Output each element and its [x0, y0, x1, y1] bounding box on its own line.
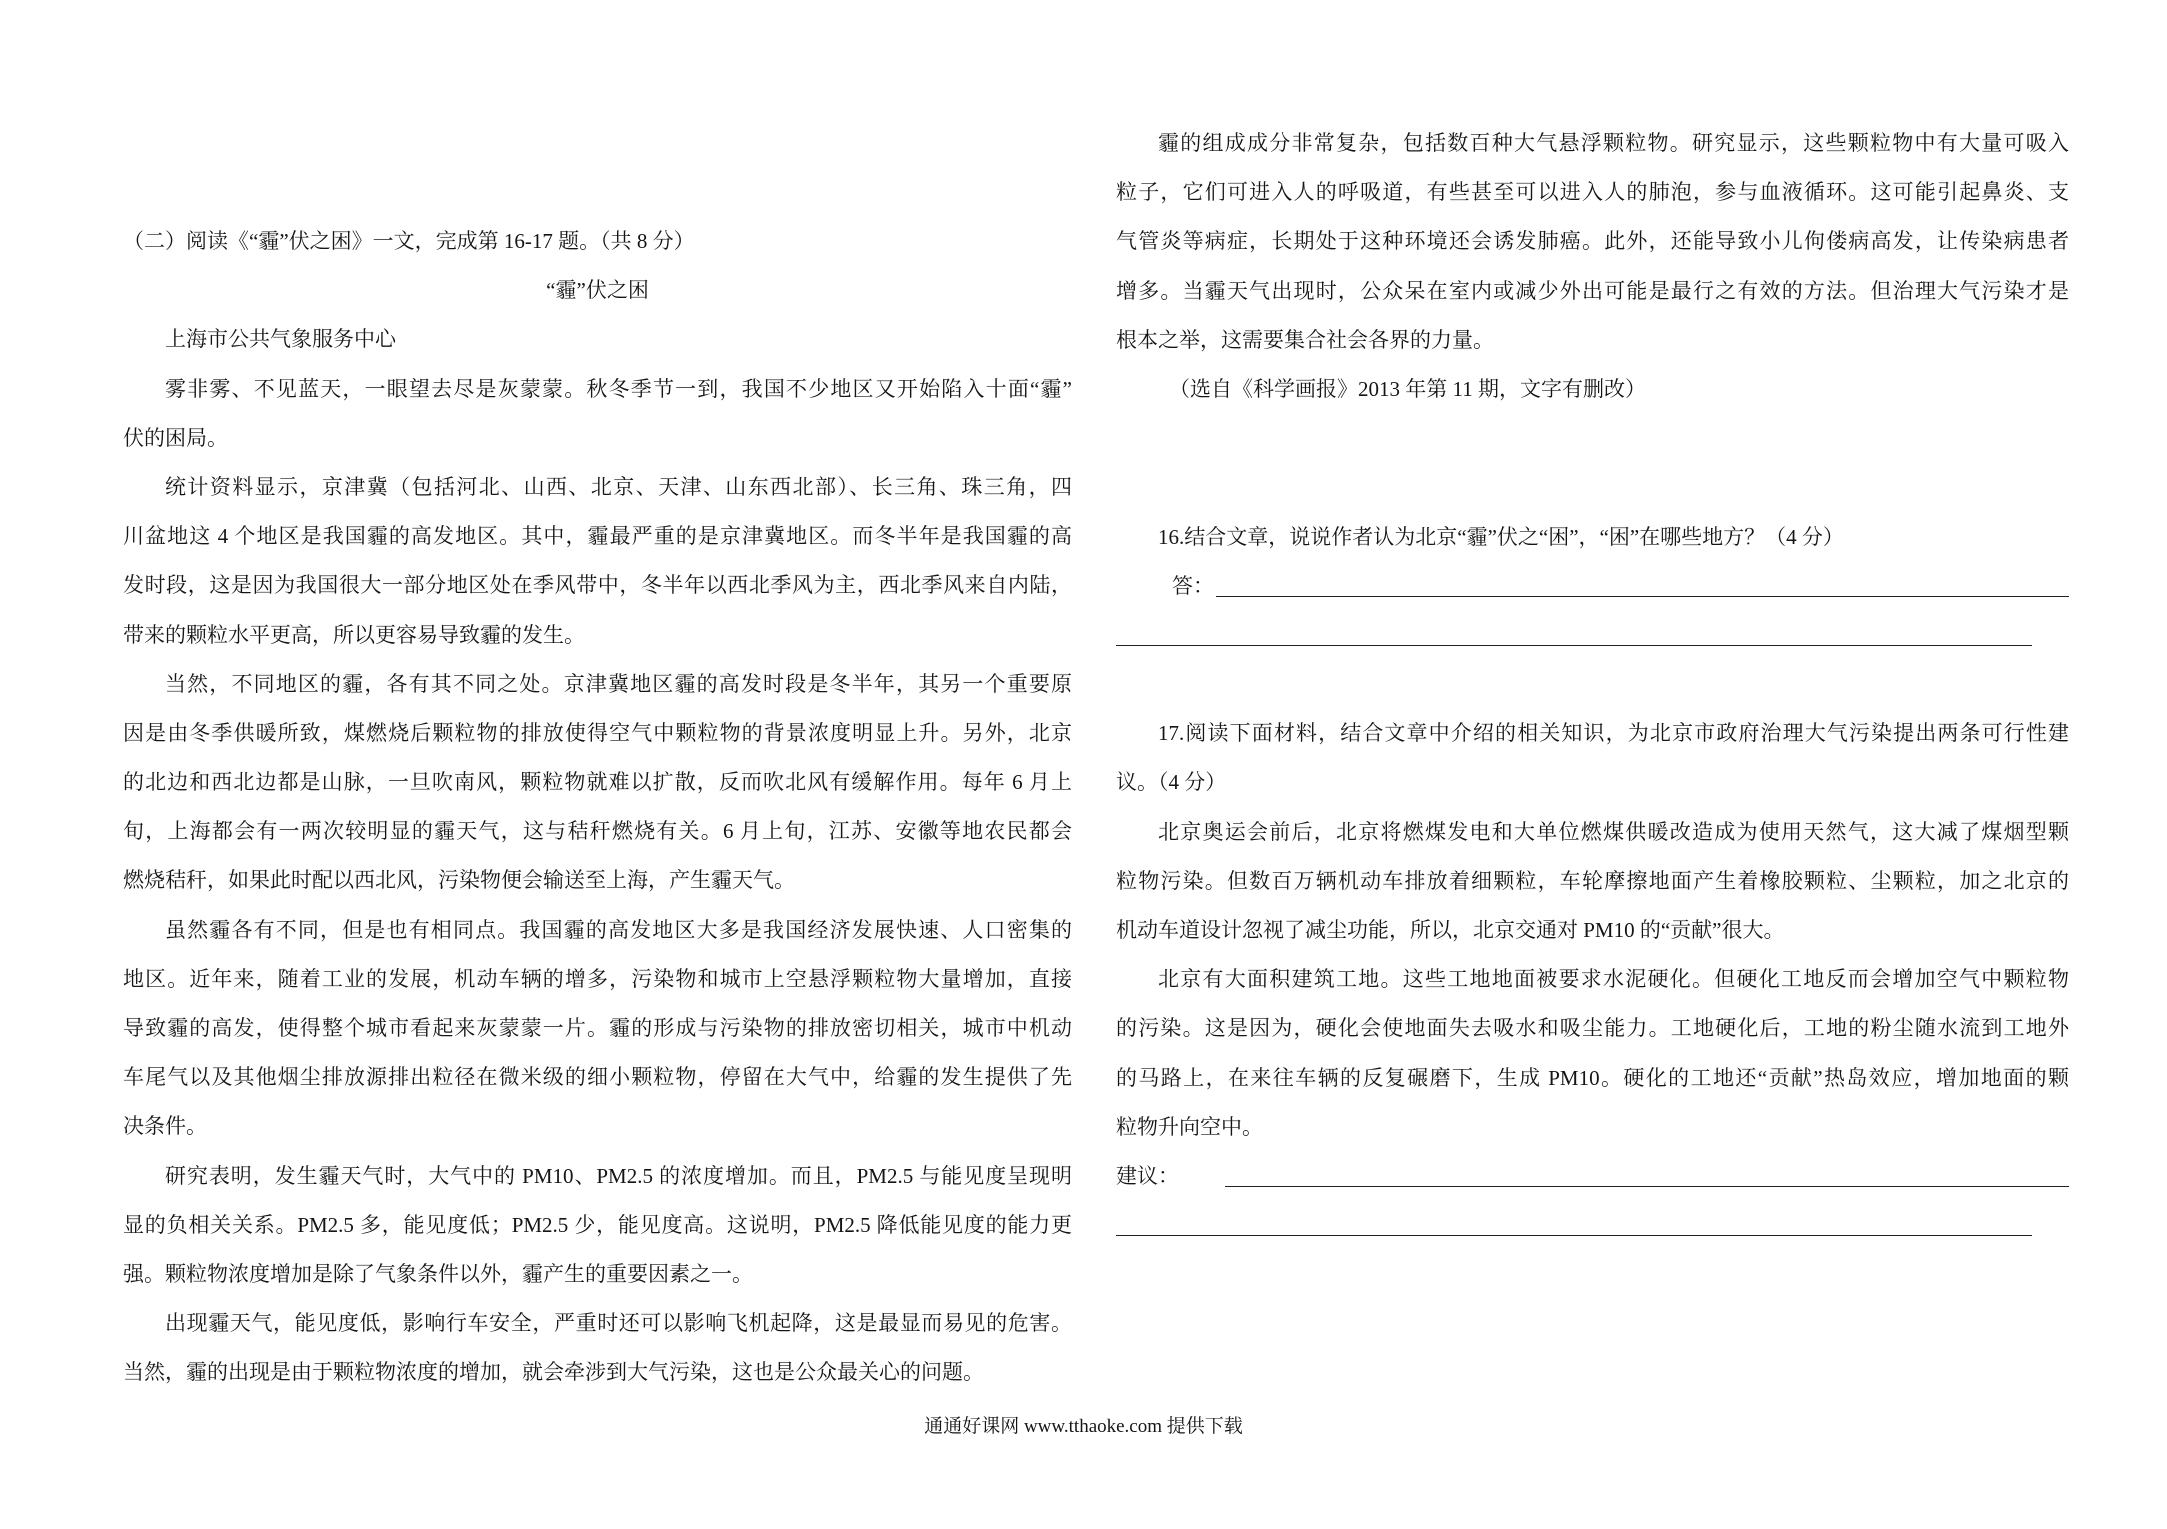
paragraph-line: 强。颗粒物浓度增加是除了气象条件以外，霾产生的重要因素之一。	[123, 1261, 753, 1286]
spacer	[1116, 660, 2069, 709]
paragraph-line: 决条件。	[123, 1114, 207, 1139]
answer-blank-line	[1116, 1201, 2032, 1236]
article-paragraph	[123, 906, 1072, 1152]
answer-row	[1116, 1152, 2069, 1201]
paragraph-line: 雾非雾、不见蓝天，一眼望去尽是灰蒙蒙。秋冬季节一到，我国不少地区又开始陷入十面“霾”	[165, 376, 1072, 401]
paragraph-line: 出现霾天气，能见度低，影响行车安全，严重时还可以影响飞机起降，这是最显而易见的危害。	[165, 1311, 1072, 1336]
question-17	[1116, 709, 2069, 1250]
right-column	[1116, 119, 2069, 1250]
article-title: “霾”伏之困	[546, 278, 649, 303]
left-column	[123, 217, 1072, 1398]
paragraph-line: 研究表明，发生霾天气时，大气中的 PM10、PM2.5 的浓度增加。而且，PM2.5 与能见度呈现明	[165, 1163, 1072, 1188]
answer-row	[1116, 611, 2069, 660]
article-paragraph	[123, 463, 1072, 660]
question-prompt-line: 16.结合文章，说说作者认为北京“霾”伏之“困”，“困”在哪些地方？（4 分）	[1158, 524, 1844, 549]
answer-row	[1116, 562, 2069, 611]
paragraph-line: 当然，不同地区的霾，各有其不同之处。京津冀地区霾的高发时段是冬半年，其另一个重要原	[165, 671, 1072, 696]
question-16	[1116, 513, 2069, 661]
paragraph-line: 统计资料显示，京津冀（包括河北、山西、北京、天津、山东西北部）、长三角、珠三角，四	[165, 474, 1072, 499]
paragraph-line: 因是由冬季供暖所致，煤燃烧后颗粒物的排放使得空气中颗粒物的背景浓度明显上升。另外，北京	[123, 720, 1072, 745]
paragraph-line: 旬，上海都会有一两次较明显的霾天气，这与秸秆燃烧有关。6 月上旬，江苏、安徽等地农民都会	[123, 819, 1072, 844]
spacer	[1116, 414, 2069, 512]
paragraph-line: 的污染。这是因为，硬化会使地面失去吸水和吸尘能力。工地硬化后，工地的粉尘随水流到工地外	[1116, 1016, 2069, 1041]
paragraph-line: 气管炎等病症，长期处于这种环境还会诱发肺癌。此外，还能导致小儿佝偻病高发，让传染病患者	[1116, 229, 2069, 254]
material-paragraph	[1116, 955, 2069, 1152]
answer-label: 答：	[1172, 573, 1214, 598]
article-author: 上海市公共气象服务中心	[165, 327, 396, 352]
material-paragraph	[1116, 808, 2069, 956]
paragraph-line: 粒物升向空中。	[1116, 1114, 1263, 1139]
paragraph-line: 北京有大面积建筑工地。这些工地地面被要求水泥硬化。但硬化工地反而会增加空气中颗粒物	[1158, 967, 2069, 992]
footer-credit: 通通好课网 www.tthaoke.com 提供下载	[924, 1416, 1243, 1437]
paragraph-line: 的马路上，在来往车辆的反复碾磨下，生成 PM10。硬化的工地还“贡献”热岛效应，增加地面的颗	[1116, 1065, 2069, 1090]
article-paragraph	[123, 1152, 1072, 1300]
paragraph-line: 粒物污染。但数百万辆机动车排放着细颗粒，车轮摩擦地面产生着橡胶颗粒、尘颗粒，加之北京的	[1116, 868, 2069, 893]
answer-blank-line	[1116, 611, 2032, 646]
answer-blank-line	[1225, 1152, 2069, 1187]
article-source: （选自《科学画报》2013 年第 11 期，文字有删改）	[1169, 376, 1646, 401]
article-paragraph	[123, 660, 1072, 906]
paragraph-line: 燃烧秸秆，如果此时配以西北风，污染物便会输送至上海，产生霾天气。	[123, 868, 795, 893]
question-prompt-line: 17.阅读下面材料，结合文章中介绍的相关知识，为北京市政府治理大气污染提出两条可行性建	[1158, 721, 2069, 746]
paragraph-line: 的北边和西北边都是山脉，一旦吹南风，颗粒物就难以扩散，反而吹北风有缓解作用。每年 6 月上	[123, 770, 1072, 795]
section-heading: （二）阅读《“霾”伏之困》一文，完成第 16-17 题。（共 8 分）	[123, 229, 695, 253]
paragraph-line: 川盆地这 4 个地区是我国霾的高发地区。其中，霾最严重的是京津冀地区。而冬半年是我国霾的高	[123, 524, 1072, 549]
paragraph-line: 虽然霾各有不同，但是也有相同点。我国霾的高发地区大多是我国经济发展快速、人口密集的	[165, 917, 1072, 942]
question-prompt-line: 议。（4 分）	[1116, 770, 1227, 795]
paragraph-line: 根本之举，这需要集合社会各界的力量。	[1116, 327, 1494, 352]
paragraph-line: 地区。近年来，随着工业的发展，机动车辆的增多，污染物和城市上空悬浮颗粒物大量增加，直接	[123, 966, 1072, 991]
answer-blank-line	[1216, 562, 2069, 597]
paragraph-line: 粒子，它们可进入人的呼吸道，有些甚至可以进入人的肺泡，参与血液循环。这可能引起鼻炎、支	[1116, 180, 2069, 205]
paragraph-line: 发时段，这是因为我国很大一部分地区处在季风带中，冬半年以西北季风为主，西北季风来自内陆，	[123, 573, 1072, 598]
article-paragraph	[123, 1299, 1072, 1397]
suggestion-label: 建议：	[1116, 1163, 1179, 1188]
paragraph-line: 机动车道设计忽视了减尘功能，所以，北京交通对 PM10 的“贡献”很大。	[1116, 918, 1785, 943]
paragraph-line: 当然，霾的出现是由于颗粒物浓度的增加，就会牵涉到大气污染，这也是公众最关心的问题。	[123, 1360, 984, 1385]
paragraph-line: 车尾气以及其他烟尘排放源排出粒径在微米级的细小颗粒物，停留在大气中，给霾的发生提供了先	[123, 1065, 1072, 1090]
paragraph-line: 霾的组成成分非常复杂，包括数百种大气悬浮颗粒物。研究显示，这些颗粒物中有大量可吸入	[1158, 131, 2069, 155]
paragraph-line: 显的负相关关系。PM2.5 多，能见度低；PM2.5 少，能见度高。这说明，PM2.5 降低能见度的能力更	[123, 1212, 1072, 1237]
paragraph-line: 带来的颗粒水平更高，所以更容易导致霾的发生。	[123, 622, 585, 647]
article-paragraph	[1116, 119, 2069, 365]
paragraph-line: 北京奥运会前后，北京将燃煤发电和大单位燃煤供暖改造成为使用天然气，这大减了煤烟型颗	[1158, 819, 2069, 844]
answer-row	[1116, 1201, 2069, 1250]
paragraph-line: 伏的困局。	[123, 425, 228, 450]
paragraph-line: 增多。当霾天气出现时，公众呆在室内或减少外出可能是最行之有效的方法。但治理大气污染才是	[1116, 278, 2069, 303]
paragraph-line: 导致霾的高发，使得整个城市看起来灰蒙蒙一片。霾的形成与污染物的排放密切相关，城市中机动	[123, 1016, 1072, 1040]
article-paragraph	[123, 365, 1072, 463]
